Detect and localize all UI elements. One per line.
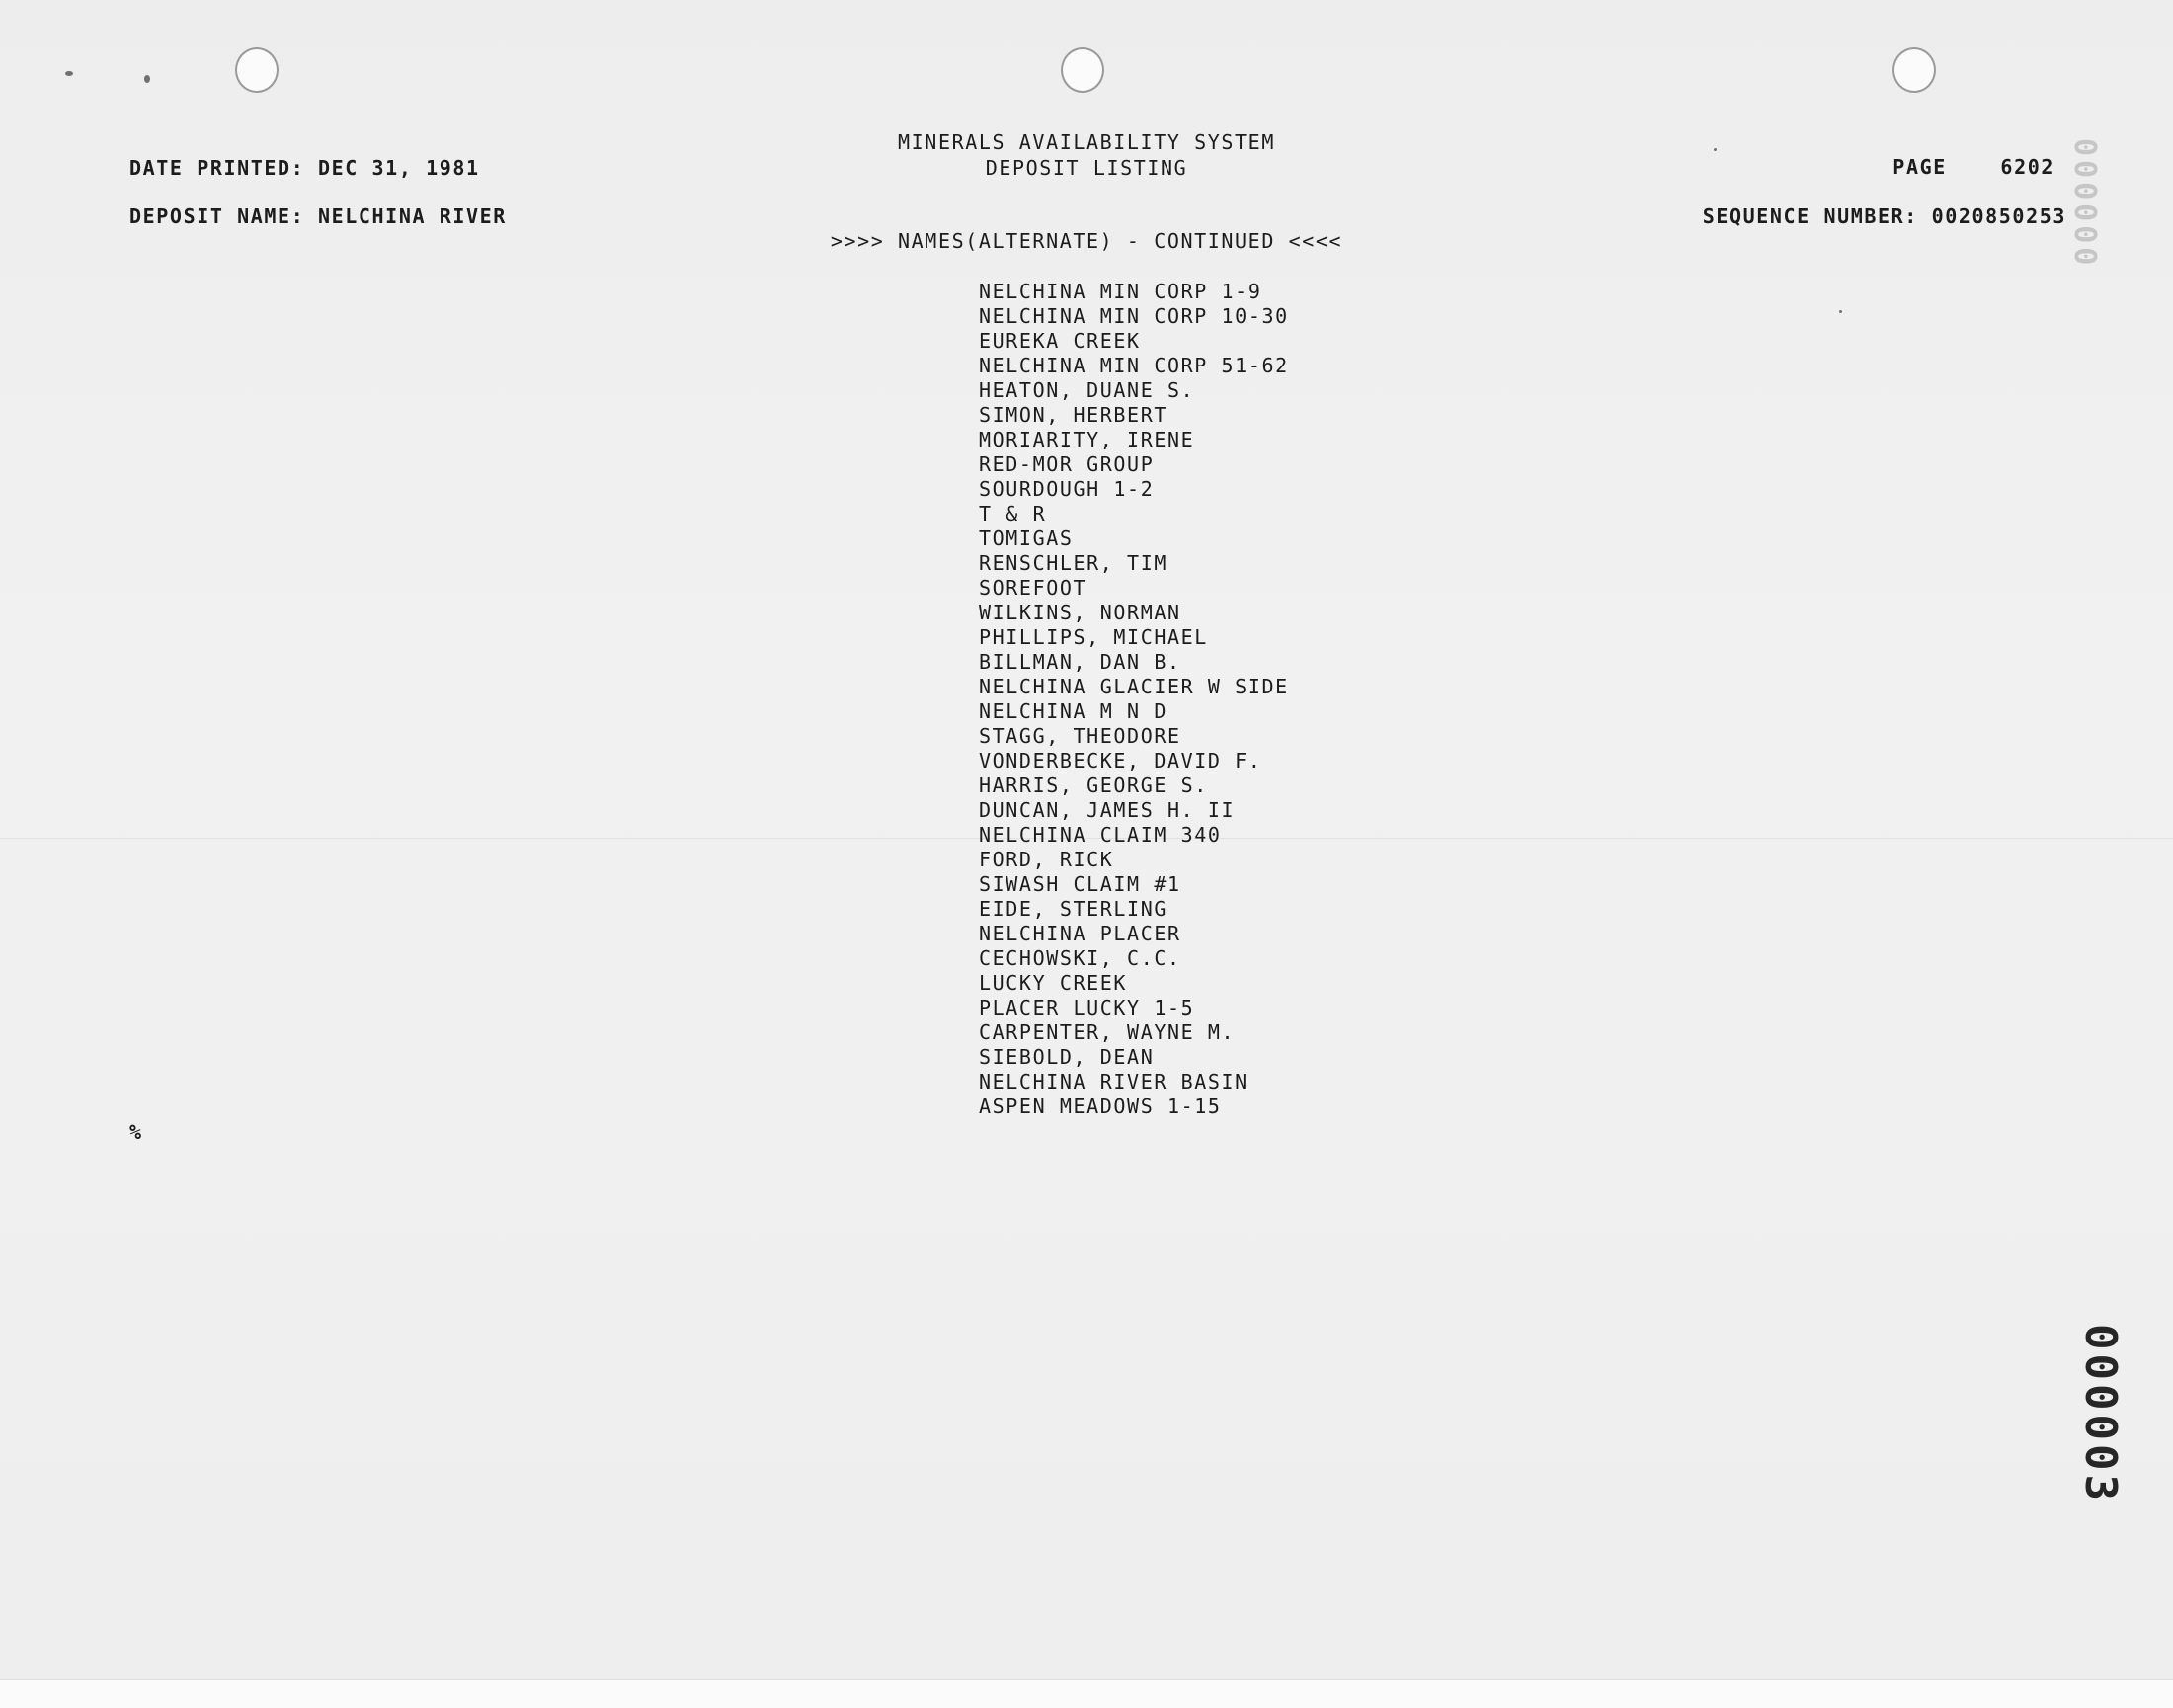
list-item: EIDE, STERLING bbox=[979, 897, 1167, 921]
list-item: NELCHINA MIN CORP 10-30 bbox=[979, 304, 1289, 328]
list-item: NELCHINA M N D bbox=[979, 699, 1167, 723]
alternate-names-list bbox=[979, 280, 1289, 1119]
list-item: PLACER LUCKY 1-5 bbox=[979, 996, 1195, 1019]
punch-hole-right bbox=[1892, 47, 1936, 93]
scan-speck bbox=[1839, 310, 1842, 313]
list-item: DUNCAN, JAMES H. II bbox=[979, 798, 1236, 822]
punch-hole-center bbox=[1061, 47, 1104, 93]
list-item: SIEBOLD, DEAN bbox=[979, 1045, 1155, 1069]
system-title: MINERALS AVAILABILITY SYSTEM bbox=[898, 130, 1275, 154]
list-item: LUCKY CREEK bbox=[979, 971, 1128, 995]
frame-number-bottom: 000003 bbox=[2075, 1324, 2126, 1505]
list-item: WILKINS, NORMAN bbox=[979, 601, 1181, 624]
list-item: TOMIGAS bbox=[979, 527, 1074, 550]
list-item: NELCHINA MIN CORP 51-62 bbox=[979, 354, 1289, 377]
list-item: NELCHINA CLAIM 340 bbox=[979, 823, 1222, 847]
list-item: T & R bbox=[979, 502, 1047, 526]
list-item: NELCHINA PLACER bbox=[979, 922, 1181, 945]
list-item: NELCHINA GLACIER W SIDE bbox=[979, 675, 1289, 698]
section-heading: >>>> NAMES(ALTERNATE) - CONTINUED <<<< bbox=[830, 229, 1343, 253]
list-item: SIMON, HERBERT bbox=[979, 403, 1167, 427]
list-item: EUREKA CREEK bbox=[979, 329, 1141, 353]
scanner-bottom-strip bbox=[0, 1679, 2173, 1708]
list-item: HARRIS, GEORGE S. bbox=[979, 773, 1208, 797]
list-item: MORIARITY, IRENE bbox=[979, 428, 1195, 451]
frame-number-top: 000000 bbox=[2067, 138, 2102, 270]
list-item: CARPENTER, WAYNE M. bbox=[979, 1020, 1236, 1044]
list-item: NELCHINA MIN CORP 1-9 bbox=[979, 280, 1262, 303]
scan-speck bbox=[144, 75, 150, 83]
list-item: NELCHINA RIVER BASIN bbox=[979, 1070, 1248, 1094]
list-item: VONDERBECKE, DAVID F. bbox=[979, 749, 1262, 773]
list-item: RED-MOR GROUP bbox=[979, 452, 1155, 476]
list-item: SIWASH CLAIM #1 bbox=[979, 872, 1181, 896]
listing-title: DEPOSIT LISTING bbox=[985, 156, 1188, 180]
list-item: BILLMAN, DAN B. bbox=[979, 650, 1181, 674]
punch-hole-left bbox=[235, 47, 279, 93]
list-item: PHILLIPS, MICHAEL bbox=[979, 625, 1208, 649]
list-item: STAGG, THEODORE bbox=[979, 724, 1181, 748]
list-item: SOURDOUGH 1-2 bbox=[979, 477, 1155, 501]
footer-percent-mark: % bbox=[129, 1120, 143, 1144]
sequence-number: SEQUENCE NUMBER: 0020850253 bbox=[1702, 204, 2066, 228]
list-item: FORD, RICK bbox=[979, 848, 1114, 871]
date-printed: DATE PRINTED: DEC 31, 1981 bbox=[129, 156, 480, 180]
list-item: RENSCHLER, TIM bbox=[979, 551, 1167, 575]
list-item: HEATON, DUANE S. bbox=[979, 378, 1195, 402]
list-item: SOREFOOT bbox=[979, 576, 1087, 600]
list-item: CECHOWSKI, C.C. bbox=[979, 946, 1181, 970]
page-number: PAGE 6202 bbox=[1892, 155, 2054, 179]
scan-speck bbox=[65, 71, 73, 76]
deposit-name: DEPOSIT NAME: NELCHINA RIVER bbox=[129, 204, 507, 228]
list-item: ASPEN MEADOWS 1-15 bbox=[979, 1095, 1222, 1118]
